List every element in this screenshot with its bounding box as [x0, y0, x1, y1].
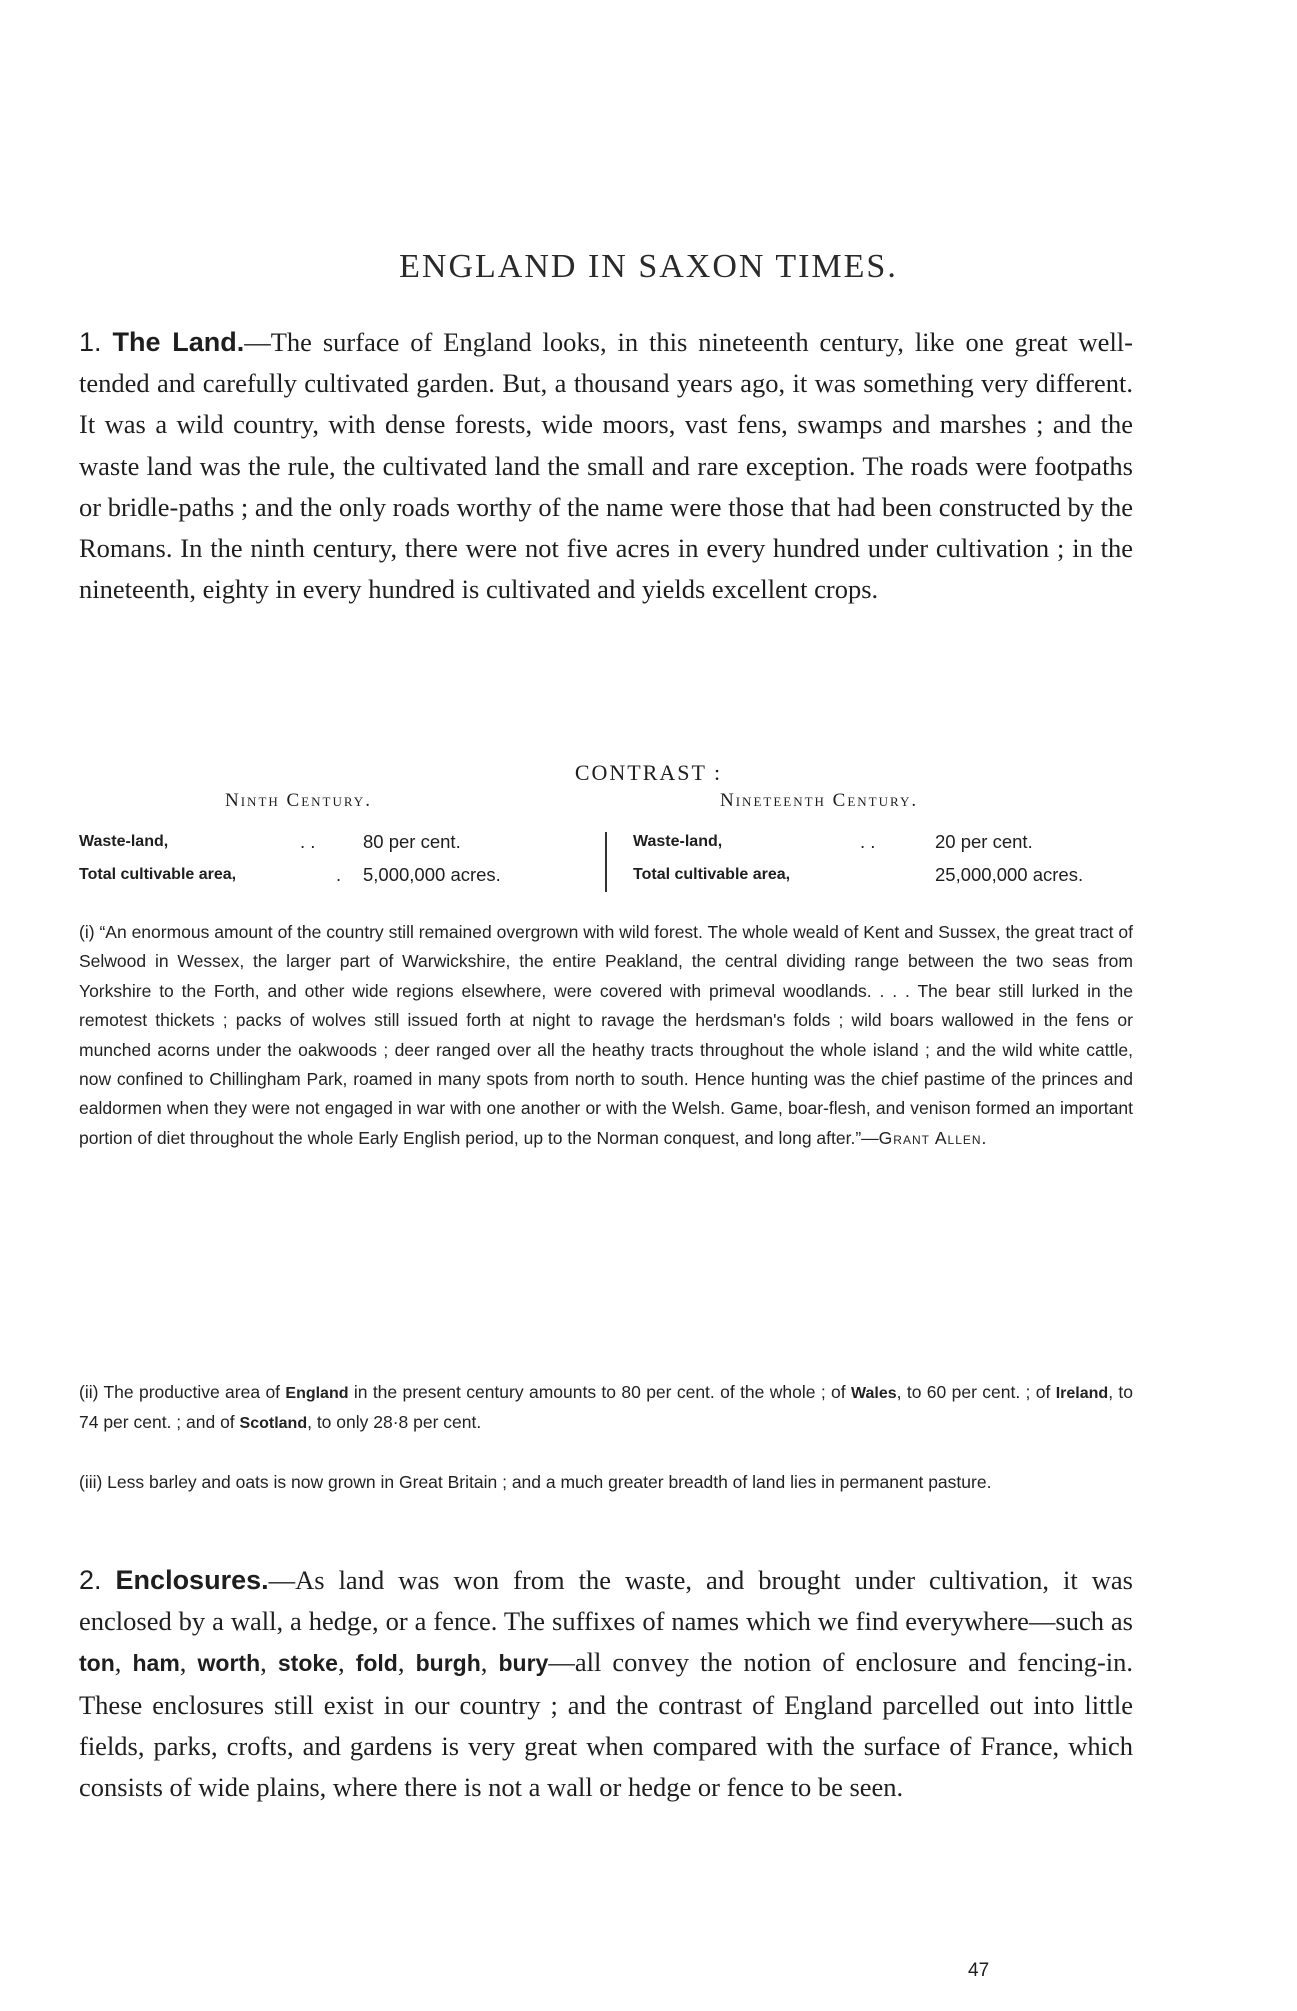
note-ii: [79, 1378, 1133, 1439]
suffix-ton: ton: [79, 1650, 115, 1677]
ninth-century-heading: Ninth Century.: [225, 790, 372, 811]
section-2-text-a: —As land was won from the waste, and brought under cultivation, it was enclosed by a wall, a hedge, or a fence. The suffixes of names which we find everywhere—such as: [79, 1565, 1133, 1637]
nineteenth-waste-value: 20 per cent.: [935, 831, 1033, 852]
ninth-waste-value: 80 per cent.: [363, 831, 461, 852]
section-1-number: 1.: [79, 327, 102, 357]
suffix-burgh: burgh: [415, 1650, 481, 1677]
ninth-waste-dots: . .: [300, 831, 316, 852]
note-ii-text-a: (ii) The productive area of: [79, 1382, 286, 1402]
note-ii-text-b: in the present century amounts to 80 per cent. of the whole ; of: [348, 1382, 851, 1402]
contrast-label: CONTRAST :: [574, 760, 723, 785]
note-i-text: (i) “An enormous amount of the country still remained overgrown with wild forest. The whole weald of Kent and Sussex, the great tract of Selwood in Wessex, the larger part of Warwickshire, the entire Peakland, the central dividing range between the two seas from Yorkshire to the Forth, and other wide regions elsewhere, were covered with primeval woodlands. . . . The bear still lurked in the remotest thickets ; packs of wolves still issued forth at night to ravage the herdsman's folds ; wild boars wallowed in the fens or munched acorns under the oakwoods ; deer ranged over all the heathy tracts throughout the whole island ; and the wild white cattle, now confined to Chillingham Park, roamed in many spots from north to south. Hence hunting was the chief pastime of the princes and ealdormen when they were not engaged in war with one another or with the Welsh. Game, boar-flesh, and venison formed an important portion of diet throughout the whole Early English period, up to the Norman conquest, and long after.”—: [79, 922, 1133, 1148]
suffix-bury: bury: [498, 1650, 549, 1677]
section-2-number: 2.: [79, 1565, 102, 1595]
nineteenth-century-heading: Nineteenth Century.: [720, 790, 919, 811]
note-ii-scotland: Scotland: [239, 1415, 308, 1433]
nineteenth-waste-dots: . .: [860, 831, 876, 852]
note-ii-wales: Wales: [850, 1385, 897, 1402]
note-i-author: Grant Allen.: [878, 1127, 988, 1148]
suffix-worth: worth: [197, 1650, 261, 1677]
suffix-stoke: stoke: [277, 1650, 338, 1677]
note-i: [79, 918, 1133, 1153]
ninth-waste-label: Waste-land,: [79, 833, 169, 850]
contrast-divider: [605, 832, 607, 892]
note-ii-england: England: [285, 1385, 349, 1402]
nineteenth-waste-label: Waste-land,: [633, 833, 723, 850]
ninth-total-dots: .: [336, 864, 342, 885]
note-ii-ireland: Ireland: [1055, 1385, 1109, 1402]
note-ii-text-c: , to 60 per cent. ; of: [896, 1382, 1056, 1402]
note-iii: (iii) Less barley and oats is now grown in Great Britain ; and a much greater breadth of land lies in permanent pasture.: [79, 1472, 992, 1492]
nineteenth-total-label: Total cultivable area,: [633, 866, 791, 883]
section-1-paragraph: [79, 322, 1133, 610]
ninth-total-label: Total cultivable area,: [79, 866, 237, 883]
suffix-ham: ham: [132, 1650, 180, 1677]
section-1-heading: The Land.: [112, 327, 245, 357]
note-ii-text-d: , to 74 per cent. ; and of: [79, 1382, 1133, 1433]
section-2-paragraph: 2. Enclosures.—As land was won from the waste, and brought under cultivation, it was enclosed by a wall, a hedge, or a fence. The suffixes of names which we find everywhere—such as ton, ham, worth, stoke, fold, burgh, bury—all convey the notion of enclosure and fencing-in. These enclosures still exist in our country ; and the contrast of England parcelled out into little fields, parks, crofts, and gardens is very great when compared with the surface of France, which consists of wide plains, where there is not a wall or hedge or fence to be seen.: [79, 1565, 1134, 1803]
suffix-fold: fold: [355, 1650, 398, 1677]
page-number: 47: [968, 1960, 990, 1981]
ninth-total-value: 5,000,000 acres.: [363, 864, 501, 885]
section-2-heading: Enclosures.: [115, 1565, 269, 1595]
section-1-text: —The surface of England looks, in this nineteenth century, like one great well-tended and carefully cultivated garden. But, a thousand years ago, it was something very different. It was a wild country, with dense forests, wide moors, vast fens, swamps and marshes ; and the waste land was the rule, the cultivated land the small and rare exception. The roads were footpaths or bridle-paths ; and the only roads worthy of the name were those that had been constructed by the Romans. In the ninth century, there were not five acres in every hundred under cultivation ; in the nineteenth, eighty in every hundred is cultivated and yields excellent crops.: [79, 327, 1133, 605]
page-title: ENGLAND IN SAXON TIMES.: [399, 247, 898, 285]
section-2-text-b: —all convey the notion of enclosure and fencing-in. These enclosures still exist in our country ; and the contrast of England parcelled out into little fields, parks, crofts, and gardens is very great when compared with the surface of France, which consists of wide plains, where there is not a wall or hedge or fence to be seen.: [79, 1647, 1134, 1803]
nineteenth-total-value: 25,000,000 acres.: [935, 864, 1084, 885]
note-ii-text-e: , to only 28·8 per cent.: [307, 1412, 482, 1433]
